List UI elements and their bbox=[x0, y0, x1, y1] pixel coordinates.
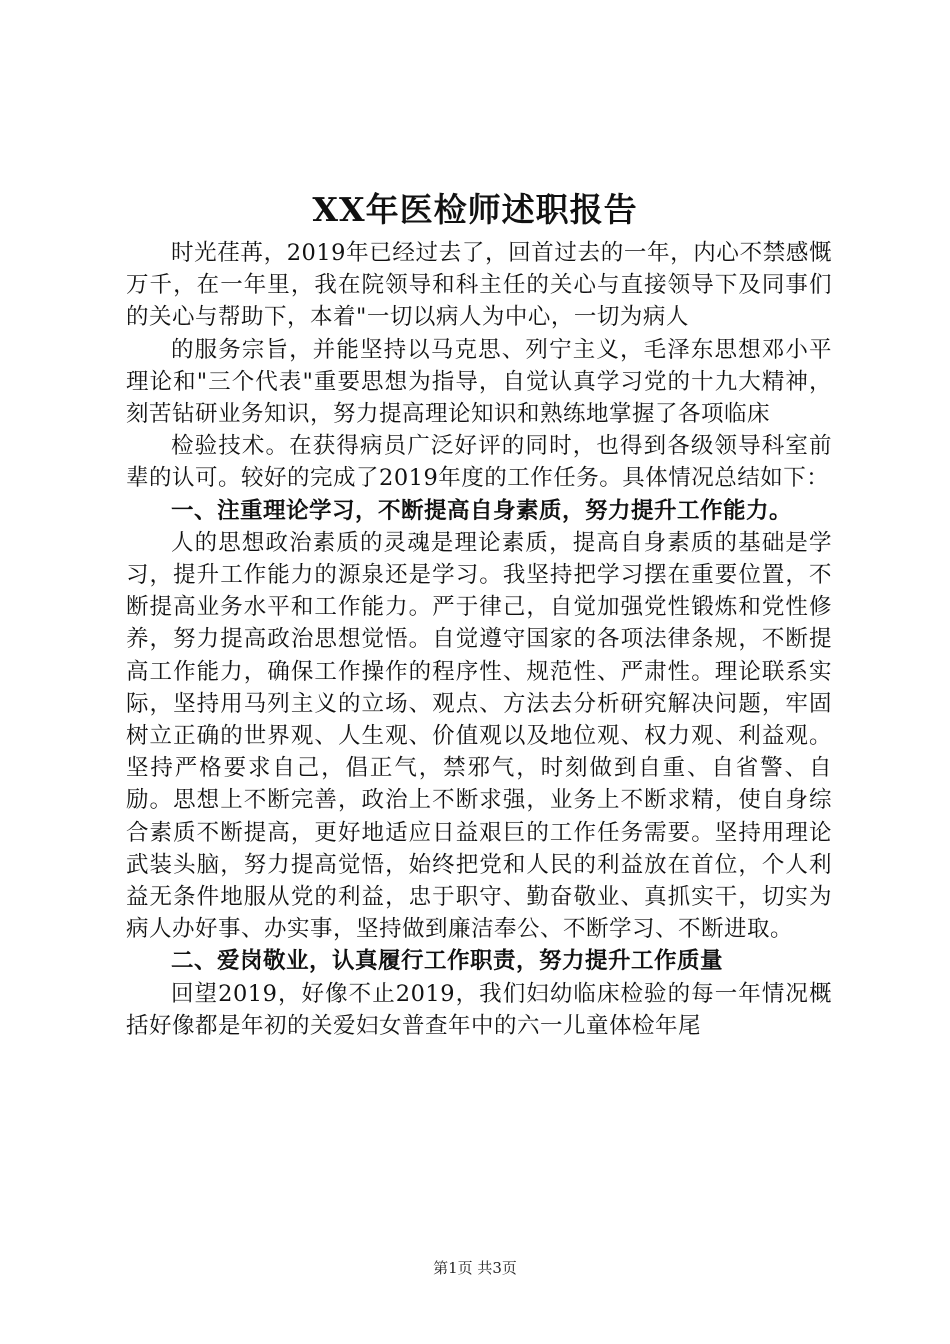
paragraph-intro-3: 检验技术。在获得病员广泛好评的同时，也得到各级领导科室前辈的认可。较好的完成了2019年度的工作任务。具体情况总结如下： bbox=[126, 433, 832, 492]
paragraph-section-2: 回望2019，好像不止2019，我们妇幼临床检验的每一年情况概括好像都是年初的关爱妇女普查年中的六一儿童体检年尾 bbox=[126, 980, 832, 1039]
paragraph-intro-2: 的服务宗旨，并能坚持以马克思、列宁主义，毛泽东思想邓小平理论和"三个代表"重要思想为指导，自觉认真学习党的十九大精神，刻苦钻研业务知识，努力提高理论知识和熟练地掌握了各项临床 bbox=[126, 336, 832, 428]
document-title: XX年医检师述职报告 bbox=[312, 190, 638, 229]
paragraph-intro-1: 时光荏苒，2019年已经过去了，回首过去的一年，内心不禁感慨万千，在一年里，我在院领导和科主任的关心与直接领导下及同事们的关心与帮助下，本着"一切以病人为中心，一切为病人 bbox=[126, 240, 832, 331]
document-body bbox=[126, 237, 832, 1042]
section-heading-2: 二、爱岗敬业，认真履行工作职责，努力提升工作质量 bbox=[171, 948, 724, 975]
page-footer: 第1页 共3页 bbox=[433, 1259, 517, 1277]
paragraph-section-1: 人的思想政治素质的灵魂是理论素质，提高自身素质的基础是学习，提升工作能力的源泉还是学习。我坚持把学习摆在重要位置，不断提高业务水平和工作能力。严于律己，自觉加强党性锻炼和党性修养，努力提高政治思想觉悟。自觉遵守国家的各项法律条规，不断提高工作能力，确保工作操作的程序性、规范性、严肃性。理论联系实际，坚持用马列主义的立场、观点、方法去分析研究解决问题，牢固树立正确的世界观、人生观、价值观以及地位观、权力观、利益观。坚持严格要求自己，倡正气，禁邪气，时刻做到自重、自省警、自励。思想上不断完善，政治上不断求强，业务上不断求精，使自身综合素质不断提高，更好地适应日益艰巨的工作任务需要。坚持用理论武装头脑，努力提高觉悟，始终把党和人民的利益放在首位，个人利益无条件地服从党的利益，忠于职守、勤奋敬业、真抓实干，切实为病人办好事、办实事，坚持做到廉洁奉公、不断学习、不断进取。 bbox=[126, 529, 832, 943]
section-heading-1: 一、注重理论学习，不断提高自身素质，努力提升工作能力。 bbox=[171, 497, 793, 524]
